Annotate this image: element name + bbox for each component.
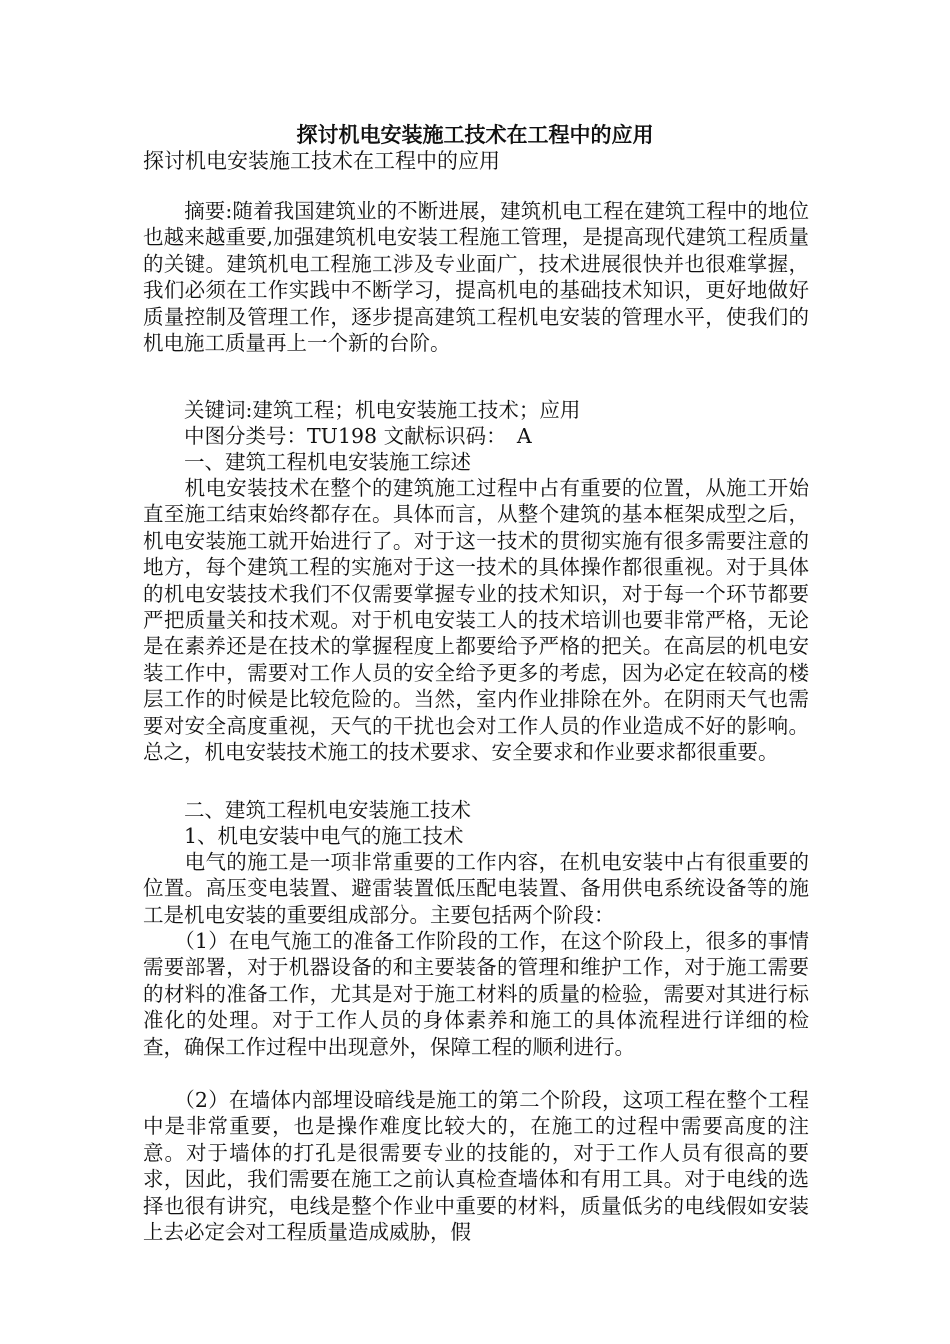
document-title: 探讨机电安装施工技术在工程中的应用	[296, 122, 654, 147]
abstract-paragraph: 摘要:随着我国建筑业的不断进展，建筑机电工程在建筑工程中的地位也越来越重要,加强建筑机电安装工程施工管理，是提高现代建筑工程质量的关键。建筑机电工程施工涉及专业面广，技术进展很快并也很难掌握，我们必须在工作实践中不断学习，提高机电的基础技术知识，更好地做好质量控制及管理工作，逐步提高建筑工程机电安装的管理水平，使我们的机电施工质量再上一个新的台阶。	[143, 199, 809, 356]
section-heading: 一、建筑工程机电安装施工综述	[143, 450, 471, 474]
stage-one-paragraph: （1）在电气施工的准备工作阶段的工作，在这个阶段上，很多的事情需要部署，对于机器设备的和主要装备的管理和维护工作，对于施工需要的材料的准备工作，尤其是对于施工材料的质量的检验，需要对其进行标准化的处理。对于工作人员的身体素养和施工的具体流程进行详细的检查，确保工作过程中出现意外，保障工程的顺利进行。	[143, 929, 809, 1059]
classification-line: 中图分类号：TU198 文献标识码： A	[143, 424, 532, 448]
document-subtitle: 探讨机电安装施工技术在工程中的应用	[143, 149, 500, 173]
keywords-line: 关键词:建筑工程；机电安装施工技术；应用	[143, 398, 581, 422]
subsection-heading: 1、机电安装中电气的施工技术	[143, 824, 464, 848]
stage-two-paragraph: （2）在墙体内部埋设暗线是施工的第二个阶段，这项工程在整个工程中是非常重要，也是操作难度比较大的，在施工的过程中需要高度的注意。对于墙体的打孔是很需要专业的技能的，对于工作人员有很高的要求，因此，我们需要在施工之前认真检查墙体和有用工具。对于电线的选择也很有讲究，电线是整个作业中重要的材料，质量低劣的电线假如安装上去必定会对工程质量造成威胁，假	[143, 1088, 809, 1245]
subsection-paragraph: 电气的施工是一项非常重要的工作内容，在机电安装中占有很重要的位置。高压变电装置、避雷装置低压配电装置、备用供电系统设备等的施工是机电安装的重要组成部分。主要包括两个阶段：	[143, 850, 809, 927]
section-heading: 二、建筑工程机电安装施工技术	[143, 798, 471, 822]
section-paragraph: 机电安装技术在整个的建筑施工过程中占有重要的位置，从施工开始直至施工结束始终都存在。具体而言，从整个建筑的基本框架成型之后，机电安装施工就开始进行了。对于这一技术的贯彻实施有很多需要注意的地方，每个建筑工程的实施对于这一技术的具体操作都很重视。对于具体的机电安装技术我们不仅需要掌握专业的技术知识，对于每一个环节都要严把质量关和技术观。对于机电安装工人的技术培训也要非常严格，无论是在素养还是在技术的掌握程度上都要给予严格的把关。在高层的机电安装工作中，需要对工作人员的安全给予更多的考虑，因为必定在较高的楼层工作的时候是比较危险的。当然，室内作业排除在外。在阴雨天气也需要对安全高度重视，天气的干扰也会对工作人员的作业造成不好的影响。总之，机电安装技术施工的技术要求、安全要求和作业要求都很重要。	[143, 476, 809, 765]
